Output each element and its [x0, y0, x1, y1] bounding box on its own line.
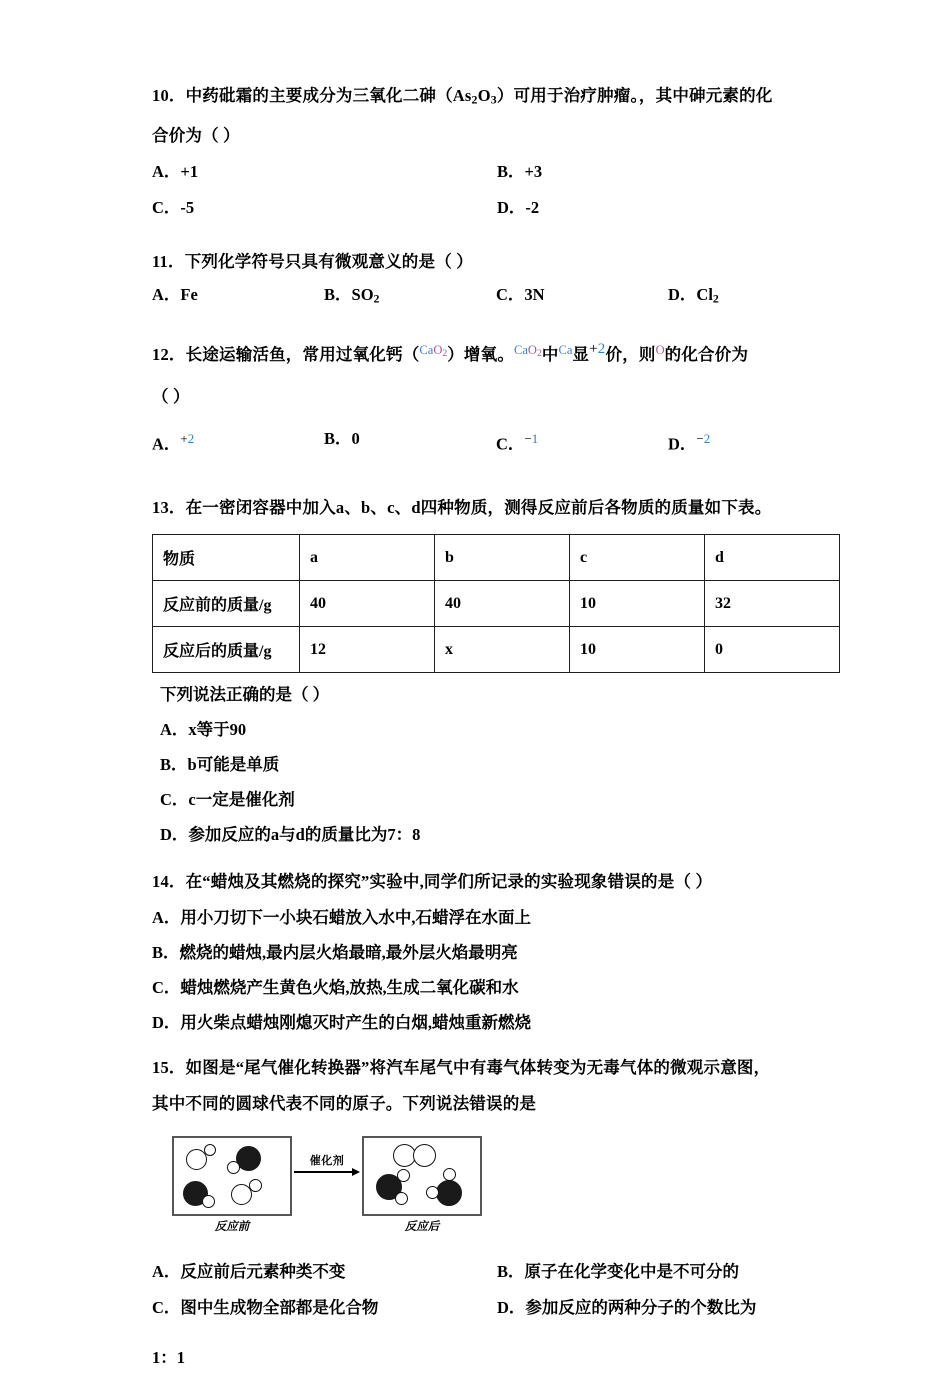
catalytic-converter-diagram — [162, 1132, 492, 1244]
question-15-stem-text-1: 如图是“尾气催化转换器”将汽车尾气中有毒气体转变为无毒气体的微观示意图， — [185, 1058, 771, 1078]
atom-white-small-4 — [249, 1179, 262, 1192]
table-cell-r1c2: 40 — [435, 581, 570, 627]
option-12-A-value — [180, 431, 194, 446]
option-14-B-label: B． — [152, 943, 180, 963]
option-12-B-text: 0 — [351, 428, 360, 448]
question-10-options-row-1 — [152, 154, 842, 190]
option-11-C-text: 3N — [524, 284, 545, 304]
diagram-box-before — [172, 1136, 292, 1216]
option-13-C[interactable] — [160, 782, 842, 817]
substance-mass-table — [152, 534, 840, 673]
table-row-after — [153, 627, 840, 673]
table-cell-r1c1: 40 — [300, 581, 435, 627]
option-10-C-text: -5 — [180, 197, 195, 217]
option-14-A-label: A． — [152, 908, 181, 928]
option-12-D[interactable] — [668, 421, 840, 463]
question-10-stem-line-2: 合价为（ ） — [152, 125, 240, 145]
formula-sub-as2o3-2: 3 — [490, 92, 497, 107]
option-12-C-label: C． — [496, 434, 525, 454]
option-10-A-text: +1 — [180, 161, 199, 181]
option-14-B-text: 燃烧的蜡烛,最内层火焰最暗,最外层火焰最明亮 — [179, 943, 518, 963]
option-11-A[interactable] — [152, 280, 324, 314]
option-15-A-text: 反应前后元素种类不变 — [180, 1262, 346, 1282]
question-12-stem-part-d: 显 — [572, 344, 590, 364]
question-12-stem-part-b: ）增氧。 — [447, 344, 515, 364]
option-10-D-text: -2 — [525, 197, 540, 217]
option-11-A-text: Fe — [180, 284, 198, 304]
option-12-D-label: D． — [668, 434, 697, 454]
atom-white-large-4 — [413, 1144, 436, 1167]
option-12-C-sign: − — [524, 430, 532, 446]
option-12-C[interactable] — [496, 421, 668, 463]
option-11-D[interactable] — [668, 280, 840, 314]
question-10-options-row-2 — [152, 190, 842, 226]
question-13-stem-text: 在一密闭容器中加入a、b、c、d四种物质，测得反应前后各物质的质量如下表。 — [185, 498, 772, 518]
atom-white-small-3 — [202, 1195, 215, 1208]
question-15-options-row-1 — [152, 1254, 842, 1290]
option-15-B-label: B． — [497, 1262, 525, 1282]
question-12-stem-part-a: 长途运输活鱼，常用过氧化钙（ — [185, 344, 420, 364]
option-12-C-digit: 1 — [531, 430, 539, 446]
option-14-C[interactable] — [152, 970, 842, 1005]
formula-cao2-paren-sub: 2 — [442, 347, 448, 359]
question-10 — [152, 78, 842, 226]
arrow-label-catalyst: 催化剂 — [309, 1155, 345, 1168]
diagram-label-before: 反应前 — [214, 1221, 250, 1234]
option-14-B[interactable] — [152, 935, 842, 970]
table-cell-r2c4: 0 — [705, 627, 840, 673]
valence-ca-value: +2 — [589, 341, 606, 358]
atom-black-large-4 — [436, 1180, 462, 1206]
valence-ca-digit: 2 — [597, 341, 606, 358]
question-11-stem — [152, 244, 842, 280]
option-11-D-label: D． — [668, 284, 697, 304]
question-12-number: 12． — [152, 344, 186, 364]
option-14-C-text: 蜡烛燃烧产生黄色火焰,放热,生成二氧化碳和水 — [180, 978, 519, 998]
option-11-B-text: SO — [351, 284, 374, 304]
question-11-number: 11． — [152, 251, 185, 271]
question-14-stem — [152, 864, 842, 900]
option-13-D-label: D． — [160, 825, 189, 845]
option-11-B-label: B． — [324, 284, 352, 304]
table-cell-r2c3: 10 — [570, 627, 705, 673]
atom-white-small-1 — [204, 1144, 216, 1156]
table-cell-r0c0: 物质 — [153, 535, 300, 581]
question-15-trailing-ratio: 1：1 — [152, 1348, 185, 1368]
question-10-stem-text: 中药砒霜的主要成分为三氧化二砷$(As_2O_3)$可用于治疗肿瘤。，其中砷元素的化 — [185, 86, 773, 107]
option-10-D-label: D． — [497, 197, 526, 217]
atom-white-small-6 — [395, 1192, 408, 1205]
option-14-C-label: C． — [152, 978, 181, 998]
question-14 — [152, 864, 842, 1040]
table-cell-r2c0: 反应后的质量/g — [153, 627, 300, 673]
option-14-D-label: D． — [152, 1013, 181, 1033]
option-13-A-label: A． — [160, 720, 189, 740]
option-10-C-label: C． — [152, 197, 181, 217]
option-15-A[interactable] — [152, 1254, 497, 1290]
option-10-A[interactable] — [152, 154, 497, 190]
question-10-number: 10． — [152, 86, 186, 105]
option-13-D-text: 参加反应的a与d的质量比为7：8 — [188, 825, 421, 845]
option-12-A-digit: 2 — [187, 430, 195, 446]
formula-cao2-paren-o: O — [433, 342, 443, 357]
option-12-A-sign: + — [180, 430, 188, 446]
exam-paper-page — [152, 0, 842, 1375]
question-12-stem-line-2: （ ） — [152, 386, 190, 406]
question-12-stem-line-1 — [152, 331, 842, 373]
question-11 — [152, 244, 842, 314]
option-15-D-text: 参加反应的两种分子的个数比为 — [525, 1298, 757, 1318]
table-row-before — [153, 581, 840, 627]
element-o-symbol: O — [655, 342, 665, 357]
option-12-A-label: A． — [152, 434, 181, 454]
question-15-number: 15． — [152, 1058, 186, 1078]
option-12-D-digit: 2 — [703, 430, 711, 446]
option-15-B-text: 原子在化学变化中是不可分的 — [524, 1262, 740, 1282]
formula-cao2-inline-ca: Ca — [514, 342, 528, 357]
atom-white-small-2 — [227, 1161, 240, 1174]
option-11-C[interactable] — [496, 280, 668, 314]
question-11-stem-text: 下列化学符号只具有微观意义的是（ ） — [184, 251, 473, 271]
question-12-stem-part-f: 的化合价为 — [664, 344, 749, 364]
table-row-header — [153, 535, 840, 581]
question-12-options-row — [152, 421, 842, 463]
reaction-arrow-icon — [294, 1168, 360, 1177]
question-13-number: 13． — [152, 498, 186, 518]
diagram-label-after: 反应后 — [404, 1221, 440, 1234]
table-cell-r0c3: c — [570, 535, 705, 581]
option-11-B[interactable] — [324, 280, 496, 314]
option-15-C[interactable] — [152, 1290, 497, 1326]
option-15-A-label: A． — [152, 1262, 181, 1282]
formula-sub-as2o3-1: 2 — [471, 92, 478, 107]
question-15-stem-line-1 — [152, 1050, 842, 1086]
question-10-stem-line-1 — [152, 78, 842, 118]
option-15-C-text: 图中生成物全部都是化合物 — [180, 1298, 379, 1318]
option-14-D-text: 用火柴点蜡烛刚熄灭时产生的白烟,蜡烛重新燃烧 — [180, 1013, 532, 1033]
table-cell-r1c4: 32 — [705, 581, 840, 627]
option-15-C-label: C． — [152, 1298, 181, 1318]
question-12 — [152, 331, 842, 462]
question-12-stem-part-c: 中 — [541, 344, 559, 364]
question-15 — [152, 1050, 842, 1375]
option-10-C[interactable] — [152, 190, 497, 226]
question-15-stem-line-2: 其中不同的圆球代表不同的原子。下列说法错误的是 — [152, 1094, 537, 1114]
table-cell-r2c1: 12 — [300, 627, 435, 673]
question-15-options-row-2 — [152, 1290, 842, 1326]
question-13-sub-stem: 下列说法正确的是（ ） — [160, 685, 330, 705]
option-12-C-value — [524, 431, 538, 446]
option-14-A-text: 用小刀切下一小块石蜡放入水中,石蜡浮在水面上 — [180, 908, 532, 928]
option-13-C-label: C． — [160, 790, 189, 810]
option-11-C-label: C． — [496, 284, 525, 304]
option-11-B-sub: 2 — [373, 291, 380, 306]
option-15-B[interactable] — [497, 1254, 842, 1290]
question-14-number: 14． — [152, 872, 186, 892]
atom-white-small-5 — [397, 1169, 410, 1182]
option-12-A[interactable] — [152, 421, 324, 463]
diagram-box-after — [362, 1136, 482, 1216]
option-15-D-label: D． — [497, 1298, 526, 1318]
option-12-B-label: B． — [324, 428, 352, 448]
option-10-A-label: A． — [152, 161, 181, 181]
question-13 — [152, 490, 842, 852]
question-13-stem — [152, 490, 842, 526]
option-14-D[interactable] — [152, 1005, 842, 1040]
option-13-D[interactable] — [160, 817, 842, 852]
option-14-A[interactable] — [152, 900, 842, 935]
option-13-C-text: c一定是催化剂 — [188, 790, 295, 810]
question-11-options-row — [152, 280, 842, 314]
option-10-D[interactable] — [497, 190, 842, 226]
option-13-A-text: x等于90 — [188, 720, 247, 740]
option-10-B-text: +3 — [524, 161, 543, 181]
option-12-B[interactable] — [324, 421, 496, 463]
question-14-stem-text: 在“蜡烛及其燃烧的探究”实验中,同学们所记录的实验现象错误的是（ ） — [185, 872, 713, 892]
formula-cao2-inline-sub: 2 — [536, 347, 542, 359]
formula-cao2-inline — [514, 343, 542, 357]
table-cell-r2c2: x — [435, 627, 570, 673]
reaction-arrow-group — [294, 1154, 360, 1177]
formula-cao2-inline-o: O — [527, 342, 537, 357]
table-cell-r0c2: b — [435, 535, 570, 581]
option-12-D-value — [696, 431, 710, 446]
formula-ca-symbol: Ca — [558, 342, 573, 357]
option-13-B-label: B． — [160, 755, 188, 775]
formula-cao2-paren-ca: Ca — [419, 342, 434, 357]
table-cell-r0c1: a — [300, 535, 435, 581]
question-12-stem-part-e: 价，则 — [605, 344, 656, 364]
option-15-D[interactable] — [497, 1290, 842, 1326]
atom-white-small-7 — [443, 1168, 456, 1181]
table-cell-r0c4: d — [705, 535, 840, 581]
option-11-A-label: A． — [152, 284, 181, 304]
table-cell-r1c0: 反应前的质量/g — [153, 581, 300, 627]
option-11-D-text: Cl — [696, 284, 713, 304]
option-13-B-text: b可能是单质 — [187, 755, 280, 775]
option-11-D-sub: 2 — [712, 291, 719, 306]
table-cell-r1c3: 10 — [570, 581, 705, 627]
option-12-D-sign: − — [696, 430, 704, 446]
formula-cao2-paren — [419, 343, 447, 357]
option-13-B[interactable] — [160, 747, 842, 782]
option-10-B[interactable] — [497, 154, 842, 190]
option-10-B-label: B． — [497, 161, 525, 181]
option-13-A[interactable] — [160, 712, 842, 747]
